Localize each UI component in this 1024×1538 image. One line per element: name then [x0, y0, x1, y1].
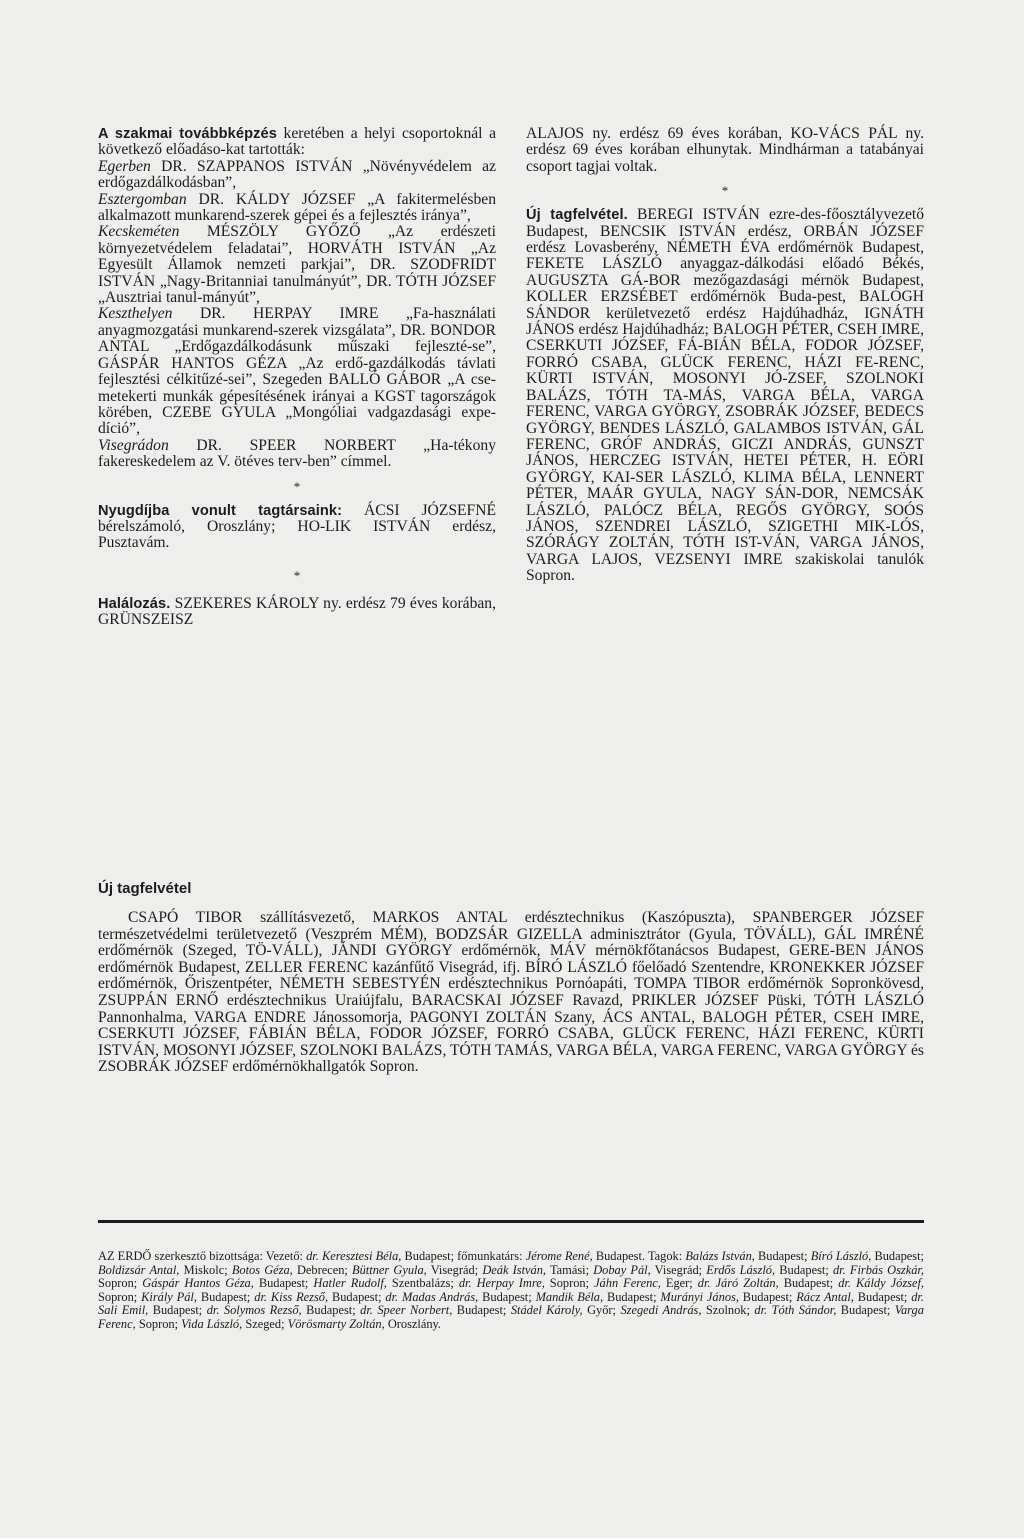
divider-rule: [98, 1220, 924, 1223]
section-heading: Új tagfelvétel: [98, 880, 192, 897]
new-members-heading: Új tagfelvétel.: [526, 207, 628, 224]
lectures-paragraph: [98, 126, 496, 471]
lecture-keszthely: DR. HERPAY IMRE „Fa-használati anyagmozgatási munkarend-szerek vizsgálata”, DR. BONDOR ANTAL „Erdőgazdálkodásunk műszaki fejleszté-se”, GÁSPÁR HANTOS GÉZA „Az erdő-gazdálkodás távlati fejlesztési célkitűzé-sei”, Szegeden BALLÓ GÁBOR „A cse-metekerti munkák gépesítésének irányai a KGST tagországok körében, CZEBE GYULA „Mongóliai vadgazdasági expe-díció”,: [98, 305, 496, 438]
section-body: [98, 910, 924, 1076]
separator-star: *: [293, 567, 301, 583]
lecture-esztergom: DR. KÁLDY JÓZSEF „A fakitermelésben alkalmazott munkarend-szerek gépei és a fejlesztés iránya”,: [98, 190, 496, 225]
left-column: [98, 126, 496, 629]
editorial-board-text: AZ ERDŐ szerkesztő bizottsága: Vezető: dr. Keresztesi Béla, Budapest; főmunkatárs: Jérome René, Budapest. Tagok: Balázs István, Budapest; Bíró László, Budapest; Boldizsár Antal, Miskolc; Botos Géza, Debrecen; Büttner Gyula, Visegrád; Deák István, Tamási; Dobay Pál, Visegrád; Erdős László, Budapest; dr. Firbás Oszkár, Sopron; Gáspár Hantos Géza, Budapest; Hatler Rudolf, Szentbalázs; dr. Herpay Imre, Sopron; Jáhn Ferenc, Eger; dr. Járó Zoltán, Budapest; dr. Káldy József, Sopron; Király Pál, Budapest; dr. Kiss Rezső, Budapest; dr. Madas András, Budapest; Mandik Béla, Budapest; Murányi János, Budapest; Rácz Antal, Budapest; dr. Sali Emil, Budapest; dr. Solymos Rezső, Budapest; dr. Speer Norbert, Budapest; Stádel Károly, Győr; Szegedi András, Szolnok; dr. Tóth Sándor, Budapest; Varga Ferenc, Sopron; Vida László, Szeged; Vörösmarty Zoltán, Oroszlány.: [98, 1249, 924, 1331]
obituary-continued: ALAJOS ny. erdész 69 éves korában, KO-VÁCS PÁL ny. erdész 69 éves korában elhunytak. Mindhárman a tatabányai csoport tagjai voltak.: [526, 125, 924, 175]
city-visegrad: Visegrádon: [98, 436, 169, 454]
obituary-heading: Halálozás.: [98, 595, 171, 612]
city-esztergom: Esztergomban: [98, 190, 187, 208]
new-members-paragraph: [526, 207, 924, 584]
lecture-kecskemet: MÉSZÖLY GYŐZŐ „Az erdészeti környezetvédelem feladatai”, HORVÁTH ISTVÁN „Az Egyesült Államok nemzeti parkjai”, DR. SZODFRIDT ISTVÁN „Nagy-Britanniai tanulmányút”, DR. TÓTH JÓZSEF „Ausztriai tanul-mányút”,: [98, 223, 496, 307]
obituary-text: SZEKERES KÁROLY ny. erdész 79 éves korában, GRÜNSZEISZ: [98, 594, 496, 629]
obituary-paragraph: [98, 596, 496, 629]
editorial-board: [98, 1250, 924, 1332]
retired-paragraph: [98, 503, 496, 552]
city-keszthely: Keszthelyen: [98, 305, 173, 323]
right-column: [526, 126, 924, 585]
separator-star: *: [293, 478, 301, 494]
new-members-text: BEREGI ISTVÁN ezre-des-főosztályvezető Budapest, BENCSIK ISTVÁN erdész, ORBÁN JÓZSEF erdész Lovasberény, NÉMETH ÉVA erdőmérnök Budapest, FEKETE LÁSZLÓ anyaggaz-dálkodási előadó Békés, AUGUSZTA GÁ-BOR mezőgazdasági mérnök Budapest, KOLLER ERZSÉBET erdőmérnök Buda-pest, BALOGH SÁNDOR kerületvezető erdész Hajdúhadház, IGNÁTH JÁNOS erdész Hajdúhadház; BALOGH PÉTER, CSEH IMRE, CSERKUTI JÓZSEF, FÁ-BIÁN BÉLA, FODOR JÓZSEF, FORRÓ CSABA, GLÜCK FERENC, HÁZI FE-RENC, KÜRTI ISTVÁN, MOSONYI JÓ-ZSEF, SZOLNOKI BALÁZS, TÓTH TA-MÁS, VARGA BÉLA, VARGA FERENC, VARGA GYÖRGY, ZSOBRÁK JÓZSEF, BEDECS GYÖRGY, BENDES LÁSZLÓ, GALAMBOS ISTVÁN, GÁL FERENC, GRÓF ANDRÁS, GICZI ANDRÁS, GUNSZT JÁNOS, HERCZEG ISTVÁN, HETEI PÉTER, H. EÖRI GYÖRGY, KAI-SER LÁSZLÓ, KLIMA BÉLA, LENNERT PÉTER, MAÁR GYULA, NAGY SÁN-DOR, NEMCSÁK LÁSZLÓ, PALÓCZ BÉLA, REGŐS GYÖRGY, SOÓS JÁNOS, SZENDREI LÁSZLÓ, SZIGETHI MIK-LÓS, SZÓRÁGY ZOLTÁN, TÓTH IST-VÁN, VARGA JÁNOS, VARGA LAJOS, VEZSENYI IMRE szakiskolai tanulók Sopron.: [526, 206, 925, 585]
section-body-text: CSAPÓ TIBOR szállításvezető, MARKOS ANTAL erdésztechnikus (Kaszópuszta), SPANBERGER JÓZSEF természetvédelmi területvezető (Veszprém MÉM), BODZSÁR GIZELLA adminisztrátor (Gyula, TÖVÁLL), GÁL IMRÉNÉ erdőmérnök (Szeged, TÖ-VÁLL), JÁNDI GYÖRGY erdőmérnök, MÁV mérnökfőtanácsos Budapest, GERE-BEN JÁNOS erdőmérnök Budapest, ZELLER FERENC kazánfűtő Visegrád, ifj. BÍRÓ LÁSZLÓ főelőadó Szentendre, KRONEKKER JÓZSEF erdőmérnök, Őriszentpéter, NÉMETH SEBESTYÉN erdésztechnikus Pornóapáti, TOMPA TIBOR erdőmérnök Sopronkövesd, ZSUPPÁN ERNŐ erdésztechnikus Uraiújfalu, BARACSKAI JÓZSEF Ravazd, PRIKLER JÓZSEF Püski, TÓTH LÁSZLÓ Pannonhalma, VARGA ENDRE Jánossomorja, PAGONYI ZOLTÁN Szany, ÁCS ANTAL, BALOGH PÉTER, CSEH IMRE, CSERKUTI JÓZSEF, FÁBIÁN BÉLA, FODOR JÓZSEF, FORRÓ CSABA, GLÜCK FERENC, HÁZI FERENC, KÜRTI ISTVÁN, MOSONYI JÓZSEF, SZOLNOKI BALÁZS, TÓTH TAMÁS, VARGA BÉLA, VARGA FERENC, VARGA GYÖRGY és ZSOBRÁK JÓZSEF erdőmérnökhallgatók Sopron.: [98, 909, 924, 1076]
lectures-heading: A szakmai továbbképzés: [98, 126, 277, 142]
lecture-visegrad: DR. SPEER NORBERT „Ha-tékony fakereskedelem az V. ötéves terv-ben” címmel.: [98, 436, 496, 471]
retired-text: ÁCSI JÓZSEFNÉ bérelszámoló, Oroszlány; HO-LIK ISTVÁN erdész, Pusztavám.: [98, 501, 497, 552]
city-eger: Egerben: [98, 157, 151, 175]
separator-star: *: [721, 183, 729, 199]
lecture-eger: DR. SZAPPANOS ISTVÁN „Növényvédelem az erdőgazdálkodásban”,: [98, 157, 496, 192]
lectures-intro: keretében a helyi csoportoknál a következő előadáso-kat tartották:: [98, 125, 496, 159]
retired-heading: Nyugdíjba vonult tagtársaink:: [98, 502, 343, 519]
city-kecskemet: Kecskeméten: [98, 223, 180, 241]
